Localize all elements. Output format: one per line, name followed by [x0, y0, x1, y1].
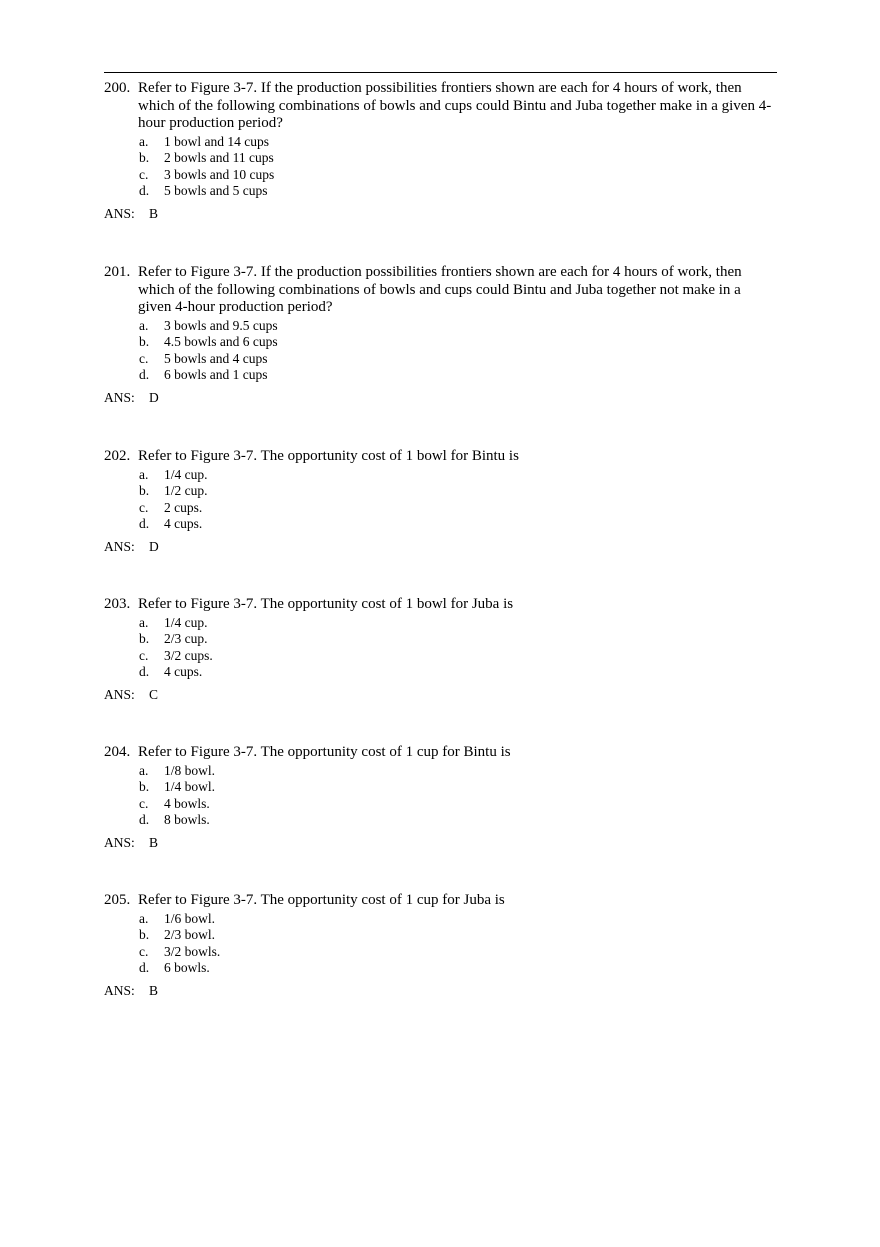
choice-a [104, 763, 777, 780]
choice-text: 1/4 cup. [164, 466, 208, 482]
choice-text: 3 bowls and 10 cups [164, 166, 275, 182]
question-number: 202. [104, 448, 131, 464]
choice-d [104, 516, 777, 533]
answer-line [104, 835, 777, 851]
choice-b [104, 631, 777, 648]
choice-letter: b. [139, 631, 150, 646]
question-stem [104, 744, 777, 762]
choice-letter: c. [139, 943, 149, 959]
answer-line [104, 687, 777, 703]
choice-a [104, 911, 777, 928]
choice-text: 1/8 bowl. [164, 762, 216, 778]
choice-text: 5 bowls and 5 cups [164, 183, 268, 198]
choice-b [104, 779, 777, 796]
choice-text: 3/2 bowls. [164, 943, 221, 959]
choice-text: 3/2 cups. [164, 647, 213, 663]
answer-value: B [149, 834, 159, 850]
answer-line [104, 983, 777, 999]
answer-label: ANS: [104, 205, 135, 221]
choice-text: 1/6 bowl. [164, 910, 216, 926]
choice-letter: b. [139, 483, 150, 498]
answer-label: ANS: [104, 389, 135, 405]
choice-a [104, 615, 777, 632]
choice-text: 2/3 cup. [164, 631, 208, 646]
choice-c [104, 500, 777, 517]
choice-list [104, 911, 777, 977]
choice-list [104, 134, 777, 200]
choice-letter: d. [139, 516, 150, 531]
choice-b [104, 927, 777, 944]
choice-text: 1/2 cup. [164, 483, 208, 498]
question-text: Refer to Figure 3-7. The opportunity cost of 1 cup for Juba is [138, 892, 505, 908]
choice-a [104, 134, 777, 151]
question-text: Refer to Figure 3-7. The opportunity cost of 1 bowl for Bintu is [138, 448, 519, 464]
choice-text: 6 bowls. [164, 960, 210, 975]
top-divider [104, 72, 777, 73]
choice-d [104, 664, 777, 681]
choice-d [104, 367, 777, 384]
choice-letter: a. [139, 762, 149, 778]
question-stem [104, 448, 777, 466]
choice-c [104, 648, 777, 665]
question-201 [104, 264, 777, 406]
question-200 [104, 80, 777, 222]
choice-text: 1/4 cup. [164, 614, 208, 630]
question-204 [104, 744, 777, 851]
choice-letter: a. [139, 910, 149, 926]
choice-letter: a. [139, 133, 149, 149]
answer-label: ANS: [104, 538, 135, 554]
choice-text: 8 bowls. [164, 812, 210, 827]
choice-letter: b. [139, 150, 150, 165]
choice-text: 4 cups. [164, 664, 203, 679]
question-text: Refer to Figure 3-7. If the production possibilities frontiers shown are each for 4 hours of work, then which of the following combinations of bowls and cups could Bintu and Juba together make in a given 4-hour production period? [138, 80, 772, 131]
answer-line [104, 539, 777, 555]
choice-c [104, 351, 777, 368]
choice-text: 4.5 bowls and 6 cups [164, 334, 278, 349]
question-stem [104, 596, 777, 614]
question-number: 204. [104, 744, 131, 760]
choice-text: 2/3 bowl. [164, 927, 216, 942]
choice-list [104, 318, 777, 384]
choice-letter: a. [139, 466, 149, 482]
question-stem [104, 80, 777, 133]
choice-d [104, 812, 777, 829]
answer-label: ANS: [104, 686, 135, 702]
choice-letter: d. [139, 812, 150, 827]
answer-value: B [149, 205, 159, 221]
choice-list [104, 615, 777, 681]
question-text: Refer to Figure 3-7. The opportunity cost of 1 cup for Bintu is [138, 744, 511, 760]
choice-letter: a. [139, 317, 149, 333]
question-202 [104, 448, 777, 555]
choice-letter: b. [139, 334, 150, 349]
choice-b [104, 150, 777, 167]
question-text: Refer to Figure 3-7. The opportunity cost of 1 bowl for Juba is [138, 596, 514, 612]
answer-value: C [149, 686, 159, 702]
question-number: 201. [104, 264, 131, 280]
choice-a [104, 318, 777, 335]
answer-value: B [149, 982, 159, 998]
choice-text: 3 bowls and 9.5 cups [164, 317, 278, 333]
answer-line [104, 390, 777, 406]
choice-d [104, 183, 777, 200]
choice-letter: d. [139, 664, 150, 679]
choice-text: 1/4 bowl. [164, 779, 216, 794]
choice-letter: c. [139, 647, 149, 663]
choice-text: 5 bowls and 4 cups [164, 350, 268, 366]
choice-letter: c. [139, 795, 149, 811]
question-text: Refer to Figure 3-7. If the production possibilities frontiers shown are each for 4 hours of work, then which of the following combinations of bowls and cups could Bintu and Juba together not make in a given 4-hour production period? [138, 264, 742, 315]
choice-b [104, 483, 777, 500]
answer-value: D [149, 389, 159, 405]
answer-label: ANS: [104, 834, 135, 850]
question-number: 205. [104, 892, 131, 908]
question-number: 203. [104, 596, 131, 612]
choice-letter: d. [139, 367, 150, 382]
choice-text: 6 bowls and 1 cups [164, 367, 268, 382]
choice-letter: b. [139, 779, 150, 794]
answer-label: ANS: [104, 982, 135, 998]
question-205 [104, 892, 777, 999]
choice-letter: c. [139, 499, 149, 515]
choice-letter: c. [139, 350, 149, 366]
choice-letter: d. [139, 183, 150, 198]
choice-text: 1 bowl and 14 cups [164, 133, 269, 149]
question-number: 200. [104, 80, 131, 96]
choice-d [104, 960, 777, 977]
question-stem [104, 892, 777, 910]
question-203 [104, 596, 777, 703]
answer-line [104, 206, 777, 222]
choice-b [104, 334, 777, 351]
choice-list [104, 763, 777, 829]
choice-c [104, 796, 777, 813]
choice-letter: d. [139, 960, 150, 975]
question-stem [104, 264, 777, 317]
choice-list [104, 467, 777, 533]
choice-text: 4 cups. [164, 516, 203, 531]
choice-text: 4 bowls. [164, 795, 210, 811]
choice-letter: b. [139, 927, 150, 942]
choice-c [104, 944, 777, 961]
choice-c [104, 167, 777, 184]
choice-letter: c. [139, 166, 149, 182]
answer-value: D [149, 538, 159, 554]
choice-a [104, 467, 777, 484]
choice-text: 2 bowls and 11 cups [164, 150, 274, 165]
choice-text: 2 cups. [164, 499, 203, 515]
choice-letter: a. [139, 614, 149, 630]
